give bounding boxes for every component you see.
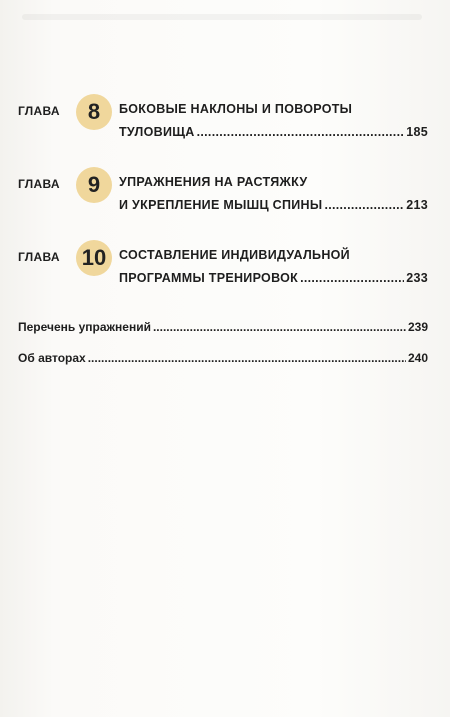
chapter-number-badge: 10 [76, 240, 112, 276]
dot-leader [197, 125, 405, 139]
chapter-title-line2 [119, 125, 428, 139]
dot-leader [300, 271, 404, 285]
chapter-number-badge: 9 [76, 167, 112, 203]
bleed-through-line [22, 14, 422, 20]
toc-chapter-8[interactable] [18, 94, 428, 146]
chapter-page-number: 213 [406, 198, 428, 212]
chapter-title-line2-text: ПРОГРАММЫ ТРЕНИРОВОК [119, 271, 299, 285]
entry-page-number: 239 [407, 320, 428, 334]
dot-leader [88, 351, 406, 365]
chapter-title-line2 [119, 271, 428, 285]
chapter-number-badge: 8 [76, 94, 112, 130]
chapter-title-line1: БОКОВЫЕ НАКЛОНЫ И ПОВОРОТЫ [119, 102, 353, 116]
chapter-page-number: 185 [406, 125, 428, 139]
entry-title: Об авторах [18, 351, 86, 365]
chapter-label: ГЛАВА [18, 250, 60, 264]
chapter-title-line1: СОСТАВЛЕНИЕ ИНДИВИДУАЛЬНОЙ [119, 248, 350, 262]
toc-entry-exercise-list[interactable] [18, 320, 428, 334]
chapter-title-line2-text: ТУЛОВИЩА [119, 125, 195, 139]
toc-chapter-10[interactable] [18, 240, 428, 292]
chapter-title-line2-text: И УКРЕПЛЕНИЕ МЫШЦ СПИНЫ [119, 198, 323, 212]
toc-chapter-9[interactable] [18, 167, 428, 219]
chapter-page-number: 233 [406, 271, 428, 285]
chapter-label: ГЛАВА [18, 104, 60, 118]
entry-title: Перечень упражнений [18, 320, 151, 334]
chapter-title-line1: УПРАЖНЕНИЯ НА РАСТЯЖКУ [119, 175, 308, 189]
chapter-title-line2 [119, 198, 428, 212]
toc-entry-about-authors[interactable] [18, 351, 428, 365]
entry-page-number: 240 [407, 351, 428, 365]
dot-leader [324, 198, 404, 212]
chapter-label: ГЛАВА [18, 177, 60, 191]
dot-leader [153, 320, 406, 334]
